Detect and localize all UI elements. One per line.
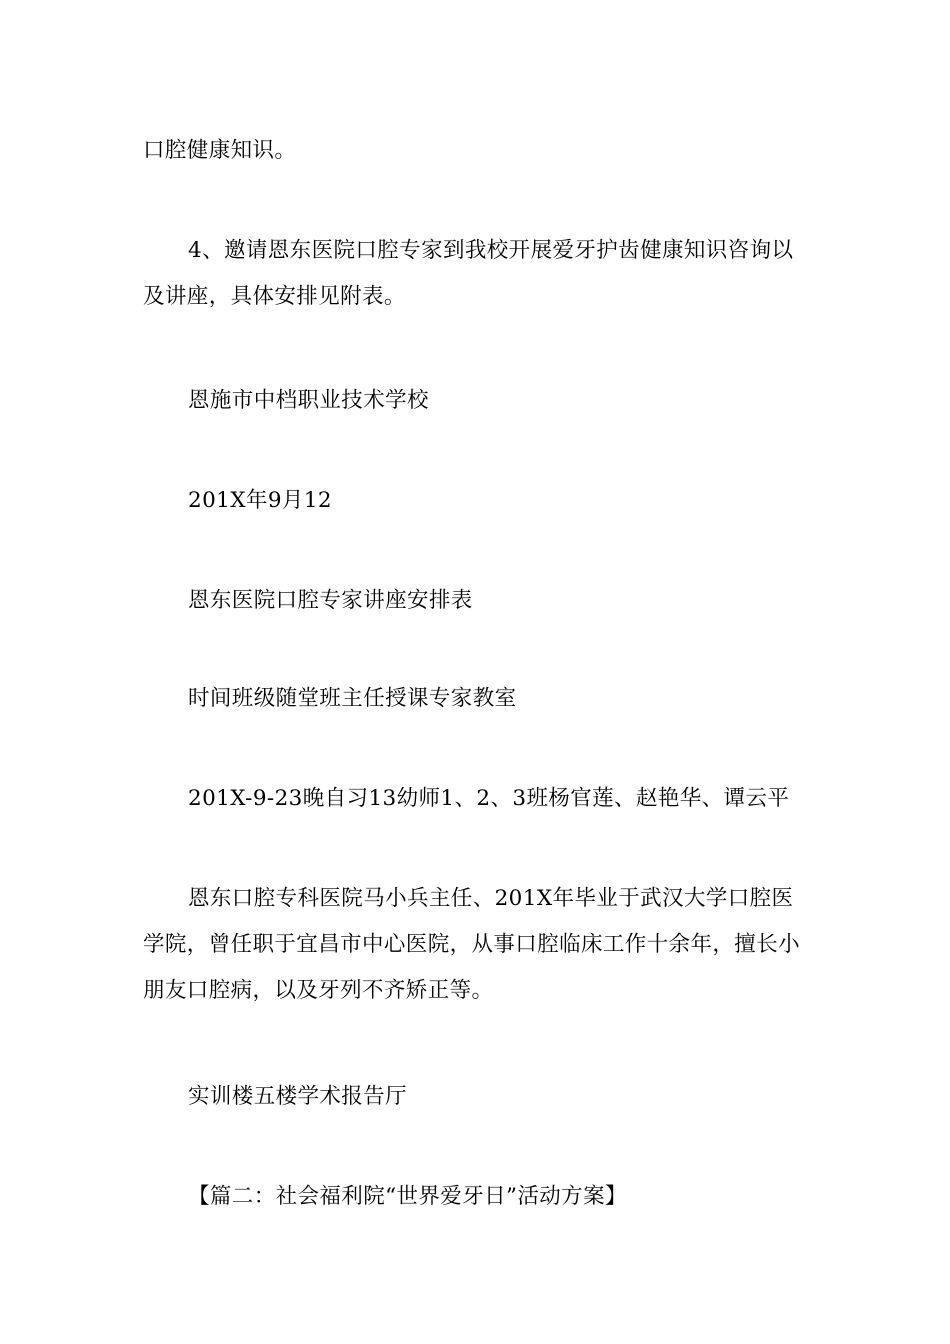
- document-date: 201X年9月12: [188, 488, 332, 513]
- expert-description: 恩东口腔专科医院马小兵主任、201X年毕业于武汉大学口腔医学院，曾任职于宜昌市中心医院，从事口腔临床工作十余年，擅长小朋友口腔病，以及牙列不齐矫正等。: [143, 886, 801, 1003]
- paragraph-item-4: 4、邀请恩东医院口腔专家到我校开展爱牙护齿健康知识咨询以及讲座，具体安排见附表。: [143, 238, 794, 309]
- paragraph-continuation: 口腔健康知识。: [143, 138, 297, 163]
- section-heading: 【篇二：社会福利院“世界爱牙日”活动方案】: [188, 1184, 627, 1209]
- school-name: 恩施市中档职业技术学校: [188, 388, 429, 413]
- schedule-title: 恩东医院口腔专家讲座安排表: [188, 588, 473, 613]
- classroom-location: 实训楼五楼学术报告厅: [188, 1084, 408, 1109]
- schedule-header-row: 时间班级随堂班主任授课专家教室: [188, 686, 517, 711]
- schedule-entry-row: 201X-9-23晚自习13幼师1、2、3班杨官莲、赵艳华、谭云平: [188, 786, 790, 811]
